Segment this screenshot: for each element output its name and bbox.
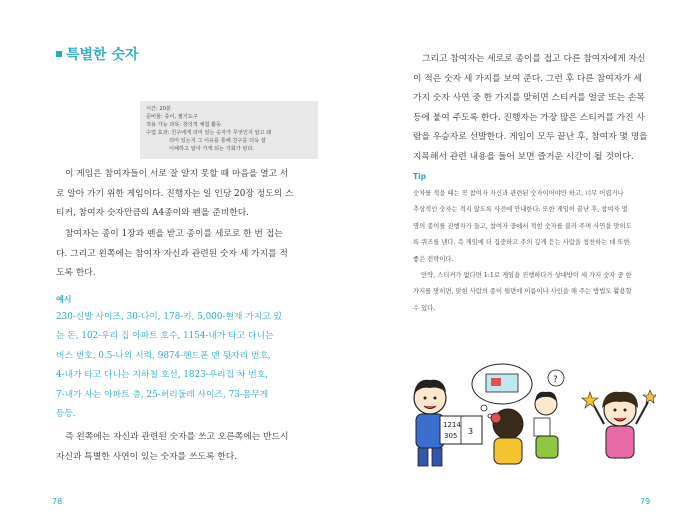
- children-illustration-icon: [406, 362, 656, 470]
- text-line: 로 알아 가기 위한 게임이다. 진행자는 일 인당 20장 정도의 스: [56, 188, 294, 199]
- section-title-text: 특별한 숫자: [66, 47, 139, 63]
- instructions-paragraph: [56, 225, 318, 284]
- tip-line: 수 있다.: [413, 304, 436, 312]
- tip-box: [413, 186, 653, 317]
- continuation-paragraph: [413, 50, 661, 168]
- example-line: 버스 번호, 0.5-나의 시력, 9874-핸드폰 맨 뒷자리 번호,: [56, 350, 271, 361]
- text-line: 람을 우승자로 선발한다. 게임이 모두 끝난 후, 참여자 몇 명을: [413, 132, 648, 143]
- example-label: 예시: [56, 295, 72, 304]
- paper-text-2: 305: [444, 432, 458, 440]
- info-time: 시간: 20분: [146, 106, 172, 112]
- text-line: 참여자는 종이 1장과 펜을 받고 종이를 세로로 한 번 접는: [65, 229, 283, 239]
- closing-paragraph: [56, 428, 318, 467]
- section-title: [56, 44, 139, 64]
- info-subject: 적용 가능 과목: 창의적 체험 활동: [146, 122, 222, 128]
- text-line: 즉 왼쪽에는 자신과 관련된 숫자를 쓰고 오른쪽에는 반드시: [65, 432, 289, 442]
- text-line: 다. 그리고 왼쪽에는 참여자 자신과 관련된 숫자 세 가지를 적: [56, 248, 288, 259]
- tip-line: 숫자를 적을 때는 꼭 참여자 자신과 관련된 숫자이어야만 하고, 너무 어렵거나: [413, 190, 624, 197]
- info-effect-cont1: 의미 있는지 그 이유를 통해 친구를 더욱 잘: [169, 138, 266, 144]
- tip-line: 록 퀴즈를 낸다. 즉 게임에 더 집중하고 주의 깊게 듣는 사람을 칭찬하는 데 또한: [413, 239, 630, 247]
- text-line: 티커, 참여자 숫자만큼의 A4종이와 펜을 준비한다.: [56, 208, 249, 219]
- text-line: 등에 붙여 주도록 한다. 진행자는 가장 많은 스티커를 가진 사: [413, 112, 645, 123]
- example-list: [56, 308, 318, 424]
- text-line: 지목해서 관련 내용을 들어 보면 즐거운 시간이 될 것이다.: [413, 151, 634, 162]
- svg-text:?: ?: [553, 375, 558, 385]
- tip-line: 만약, 스티커가 없다면 1:1로 게임을 진행하다가 상대방이 세 가지 숫자 중 한: [421, 272, 632, 280]
- page-number-left: 78: [52, 497, 63, 506]
- paper-text-3: 3: [468, 427, 474, 436]
- text-line: 이 게임은 참여자들이 서로 잘 알지 못할 때 마음을 열고 서: [65, 169, 289, 179]
- text-line: 그리고 참여자는 세로로 종이를 접고 다른 참여자에게 자신: [422, 54, 646, 64]
- tip-paragraph-2: [413, 268, 653, 317]
- intro-paragraph: [56, 165, 318, 224]
- tip-line: 추상적인 숫자는 적지 않도록 사전에 안내한다. 또한 게임이 끝난 후, 참여자 몇: [413, 206, 628, 214]
- text-line: 도록 한다.: [56, 268, 96, 279]
- example-line: 는 돈, 102-우리 집 아파트 호수, 1154-내가 타고 다니는: [56, 331, 274, 342]
- activity-info-box: [140, 101, 318, 159]
- text-line: 이 적은 숫자 세 가지를 보여 준다. 그런 후 다른 참여자가 세: [413, 73, 643, 84]
- tip-line: 가지를 맞히면, 맞힌 사람의 종이 뒷면에 이름이나 사인을 해 주는 방법도 활용할: [413, 288, 632, 296]
- paper-text-1: 1214: [443, 421, 461, 429]
- example-line: 등등.: [56, 409, 76, 420]
- children-playing-illustration: [406, 362, 656, 470]
- info-materials: 준비물: 종이, 필기도구: [146, 114, 198, 120]
- info-effect: 수업 효과: 친구에게 의미 있는 숫자가 무엇인지 알고 왜: [146, 130, 272, 136]
- example-line: 7-내가 사는 아파트 층, 25-허리둘레 사이즈, 73-몸무게: [56, 389, 269, 400]
- text-line: 가지 숫자 사연 중 한 가지를 맞히면 스티커를 얼굴 또는 손목: [413, 93, 645, 104]
- tip-line: 명의 종이를 진행자가 들고, 참여자 중에서 적힌 숫자를 불러 주며 사연을 맞히도: [413, 222, 632, 230]
- example-line: 230-신발 사이즈, 30-나이, 178-키, 5,000-현재 가지고 있: [56, 312, 282, 322]
- tip-label: Tip: [413, 172, 427, 181]
- tip-line: 좋은 전략이다.: [413, 255, 454, 263]
- text-line: 자신과 특별한 사연이 있는 숫자를 쓰도록 한다.: [56, 451, 238, 462]
- square-bullet-icon: [56, 51, 62, 57]
- info-effect-cont2: 이해하고 알아 가게 되는 기회가 된다.: [169, 146, 255, 152]
- page-number-right: 79: [640, 497, 651, 506]
- example-line: 4-내가 타고 다니는 지하철 호선, 1823-우리집 차 번호,: [56, 370, 269, 381]
- tip-paragraph-1: [413, 186, 653, 268]
